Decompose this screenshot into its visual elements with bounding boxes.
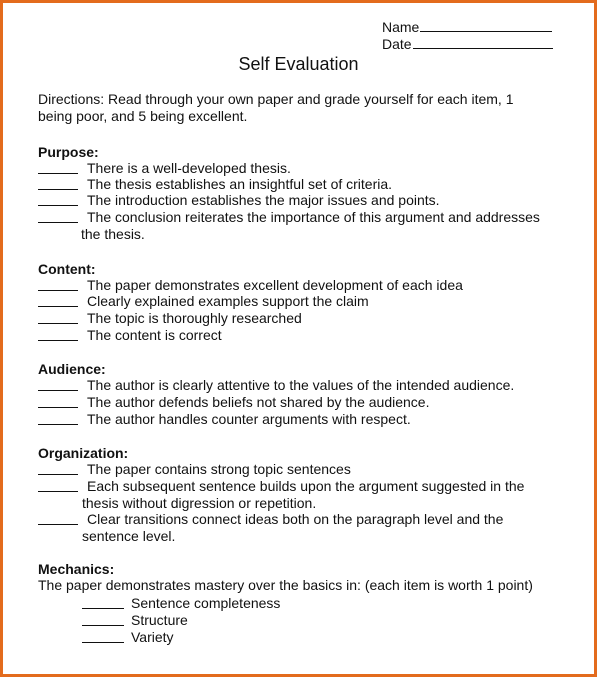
date-label: Date <box>382 36 412 52</box>
item-text-continued: the thesis. <box>81 226 145 242</box>
purpose-heading: Purpose: <box>38 144 99 160</box>
page-title: Self Evaluation <box>238 54 359 74</box>
score-blank[interactable] <box>82 608 124 609</box>
item-text: The paper contains strong topic sentences <box>87 461 351 477</box>
item-text: Each subsequent sentence builds upon the argument suggested in the <box>87 478 525 494</box>
name-field <box>382 18 552 35</box>
item-text: The introduction establishes the major issues and points. <box>87 192 440 208</box>
score-blank[interactable] <box>38 424 78 425</box>
score-blank[interactable] <box>38 290 78 291</box>
score-blank[interactable] <box>38 173 78 174</box>
date-field <box>382 35 553 52</box>
item-text: Sentence completeness <box>131 595 281 611</box>
score-blank[interactable] <box>38 189 78 190</box>
item-text: The content is correct <box>87 327 222 343</box>
score-blank[interactable] <box>82 642 124 643</box>
item-text: Clearly explained examples support the claim <box>87 293 369 309</box>
item-text: The conclusion reiterates the importance of this argument and addresses <box>87 209 540 225</box>
mechanics-heading: Mechanics: <box>38 561 115 577</box>
item-text: The thesis establishes an insightful set of criteria. <box>87 176 393 192</box>
score-blank[interactable] <box>38 390 78 391</box>
item-text-continued: thesis without digression or repetition. <box>82 495 317 511</box>
item-text: The author defends beliefs not shared by the audience. <box>87 394 430 410</box>
name-blank[interactable] <box>420 18 552 32</box>
mechanics-description: The paper demonstrates mastery over the basics in: (each item is worth 1 point) <box>38 577 533 593</box>
item-text: There is a well-developed thesis. <box>87 160 291 176</box>
score-blank[interactable] <box>38 306 78 307</box>
score-blank[interactable] <box>38 524 78 525</box>
audience-heading: Audience: <box>38 361 106 377</box>
score-blank[interactable] <box>38 340 78 341</box>
date-blank[interactable] <box>413 35 553 49</box>
item-text: Variety <box>131 629 174 645</box>
item-text: Clear transitions connect ideas both on the paragraph level and the <box>87 511 504 527</box>
score-blank[interactable] <box>38 205 78 206</box>
content-heading: Content: <box>38 261 96 277</box>
score-blank[interactable] <box>38 222 78 223</box>
item-text: The topic is thoroughly researched <box>87 310 302 326</box>
score-blank[interactable] <box>82 625 124 626</box>
organization-heading: Organization: <box>38 445 129 461</box>
name-label: Name <box>382 19 420 35</box>
item-text: The author is clearly attentive to the values of the intended audience. <box>87 377 515 393</box>
item-text: Structure <box>131 612 188 628</box>
score-blank[interactable] <box>38 491 78 492</box>
item-text-continued: sentence level. <box>82 528 176 544</box>
item-text: The author handles counter arguments with respect. <box>87 411 411 427</box>
directions-text: Directions: Read through your own paper and grade yourself for each item, 1 being poor, and 5 being excellent. <box>38 91 514 124</box>
score-blank[interactable] <box>38 323 78 324</box>
item-text: The paper demonstrates excellent development of each idea <box>87 277 463 293</box>
score-blank[interactable] <box>38 474 78 475</box>
score-blank[interactable] <box>38 407 78 408</box>
